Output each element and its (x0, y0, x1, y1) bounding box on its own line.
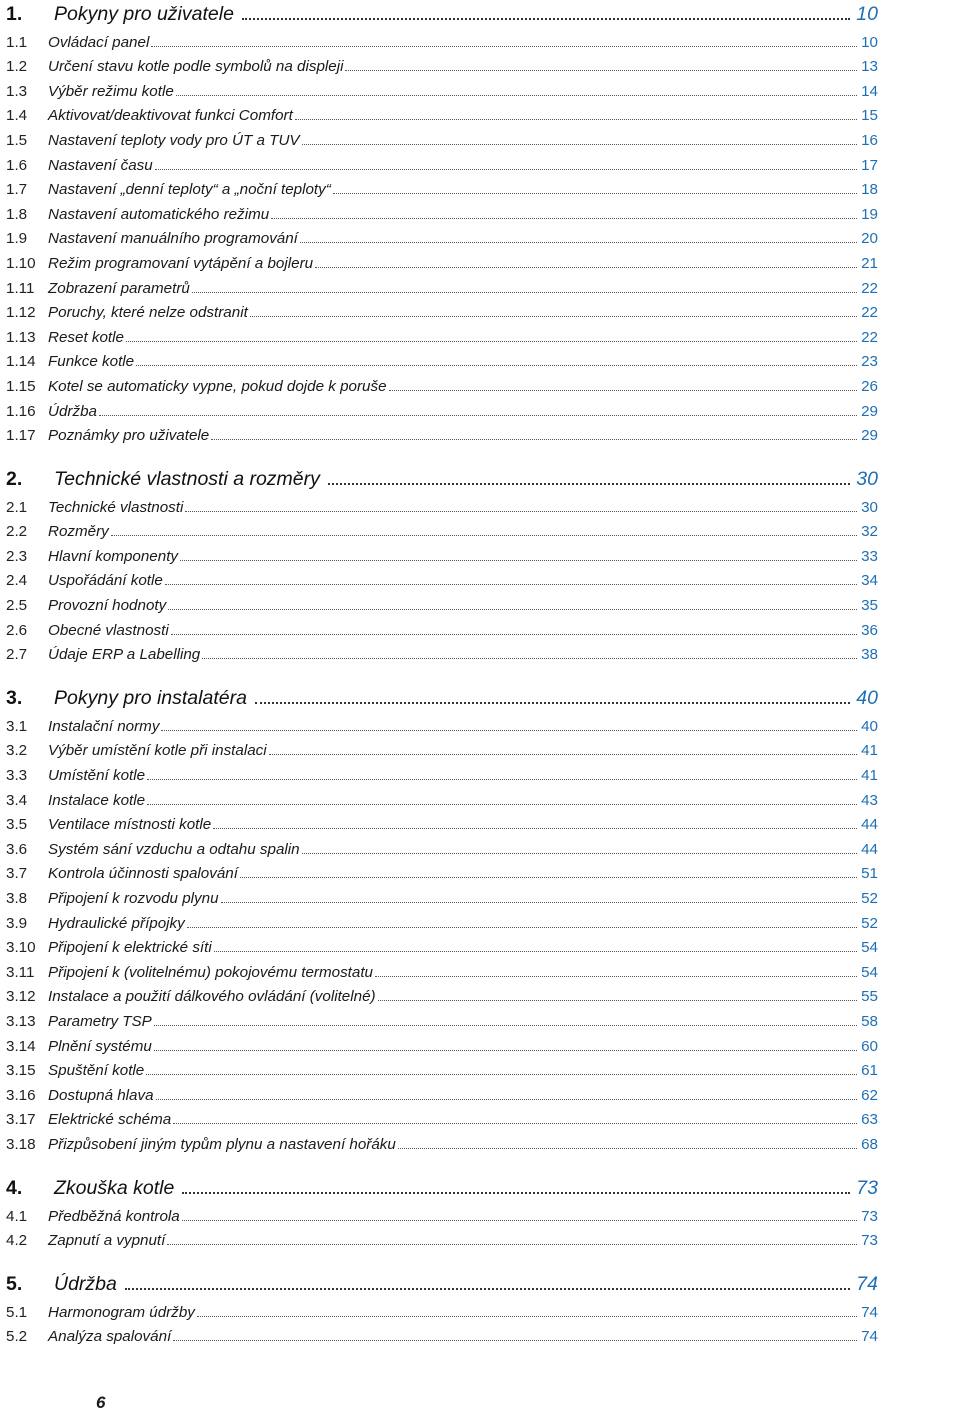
toc-entry[interactable] (6, 346, 878, 371)
toc-entry[interactable] (6, 516, 878, 541)
entry-title: Nastavení manuálního programování (48, 230, 298, 248)
toc-entry[interactable] (6, 540, 878, 565)
entry-number: 1.9 (6, 230, 28, 248)
entry-page-number: 52 (861, 890, 878, 907)
entry-title: Parametry TSP (48, 1012, 152, 1030)
section-page-number: 73 (856, 1176, 878, 1199)
dot-leader (136, 365, 857, 366)
dot-leader (180, 560, 857, 561)
entry-page-number: 60 (861, 1037, 878, 1055)
section-page-number: 30 (856, 468, 878, 491)
section-page-number: 10 (856, 3, 878, 25)
entry-number: 2.3 (6, 547, 28, 565)
entry-number: 3.9 (6, 914, 28, 932)
dot-leader (240, 877, 857, 878)
section-number: 4. (6, 1176, 23, 1199)
entry-number: 1.6 (6, 156, 28, 174)
entry-title: Technické vlastnosti (48, 498, 184, 516)
toc-entry[interactable] (6, 639, 878, 664)
entry-title: Určení stavu kotle podle symbolů na displeji (48, 58, 344, 76)
entry-title: Uspořádání kotle (48, 572, 163, 590)
entry-page-number: 22 (861, 279, 878, 297)
toc-entry[interactable] (6, 100, 878, 125)
dot-leader (154, 1025, 857, 1026)
entry-page-number: 30 (861, 498, 878, 516)
entry-title: Ovládací panel (48, 33, 150, 51)
dot-leader (111, 535, 857, 536)
dot-leader (333, 193, 857, 194)
entry-title: Režim programovaní vytápění a bojleru (48, 254, 314, 272)
entry-page-number: 54 (861, 963, 878, 981)
entry-number: 2.4 (6, 572, 28, 590)
section-number: 3. (6, 687, 23, 710)
toc-entry[interactable] (6, 491, 878, 516)
dot-leader (214, 951, 857, 952)
entry-number: 3.5 (6, 816, 28, 834)
toc-entry[interactable] (6, 710, 878, 735)
dot-leader (168, 609, 857, 610)
entry-number: 3.4 (6, 791, 28, 809)
dot-leader (173, 1340, 857, 1341)
entry-page-number: 58 (861, 1012, 878, 1030)
entry-page-number: 22 (861, 328, 878, 346)
entry-title: Připojení k (volitelnému) pokojovému termostatu (48, 963, 373, 981)
entry-number: 3.16 (6, 1086, 36, 1104)
entry-number: 3.12 (6, 988, 36, 1006)
entry-page-number: 73 (861, 1207, 878, 1225)
section-title: Údržba (54, 1273, 117, 1296)
toc-entry[interactable] (6, 735, 878, 760)
toc-entry[interactable] (6, 297, 878, 322)
dot-leader (154, 1050, 857, 1051)
entry-title: Výběr umístění kotle při instalaci (48, 742, 267, 760)
toc-entry[interactable] (6, 247, 878, 272)
toc-entry[interactable] (6, 1296, 878, 1321)
toc-entry[interactable] (6, 833, 878, 858)
entry-number: 3.2 (6, 742, 28, 760)
entry-title: Instalace kotle (48, 791, 146, 809)
entry-title: Zobrazení parametrů (48, 279, 190, 297)
toc-entry[interactable] (6, 981, 878, 1006)
toc-entry[interactable] (6, 809, 878, 834)
entry-number: 1.3 (6, 82, 28, 100)
toc-entry[interactable] (6, 51, 878, 76)
toc-entry[interactable] (6, 589, 878, 614)
dot-leader (146, 1074, 857, 1075)
dot-leader (315, 267, 857, 268)
toc-entry[interactable] (6, 26, 878, 51)
dot-leader (197, 1316, 857, 1317)
section-title: Zkouška kotle (54, 1176, 175, 1199)
dot-leader (147, 779, 857, 780)
toc-entry[interactable] (6, 882, 878, 907)
entry-page-number: 74 (861, 1303, 878, 1321)
dot-leader (147, 804, 857, 805)
toc-section-heading[interactable] (6, 669, 878, 710)
entry-number: 5.2 (6, 1328, 28, 1346)
section-page-number: 40 (856, 687, 878, 710)
entry-page-number: 10 (861, 33, 878, 51)
entry-number: 1.11 (6, 279, 35, 297)
page-number: 6 (96, 1393, 106, 1412)
entry-page-number: 44 (861, 840, 878, 858)
toc-entry[interactable] (6, 784, 878, 809)
entry-title: Zapnutí a vypnutí (48, 1232, 166, 1250)
toc-entry[interactable] (6, 370, 878, 395)
entry-page-number: 68 (861, 1135, 878, 1153)
entry-title: Elektrické schéma (48, 1111, 172, 1129)
entry-title: Analýza spalování (48, 1328, 172, 1346)
entry-page-number: 20 (861, 230, 878, 248)
entry-title: Spuštění kotle (48, 1062, 145, 1080)
entry-title: Instalační normy (48, 717, 160, 735)
entry-page-number: 61 (861, 1062, 878, 1080)
toc-section-heading[interactable] (6, 1255, 878, 1296)
dot-leader (125, 1288, 850, 1290)
entry-number: 1.14 (6, 353, 36, 371)
entry-page-number: 44 (861, 816, 878, 834)
section-number: 2. (6, 468, 23, 491)
entry-number: 3.18 (6, 1135, 36, 1153)
entry-page-number: 51 (861, 865, 878, 883)
toc-entry[interactable] (6, 223, 878, 248)
entry-page-number: 21 (861, 254, 878, 272)
entry-number: 1.4 (6, 107, 28, 125)
entry-title: Údaje ERP a Labelling (48, 646, 201, 664)
dot-leader (378, 1000, 857, 1001)
toc-entry[interactable] (6, 395, 878, 420)
entry-number: 3.7 (6, 865, 28, 883)
toc-entry[interactable] (6, 1200, 878, 1225)
entry-number: 1.12 (6, 304, 36, 322)
entry-title: Obecné vlastnosti (48, 621, 169, 639)
entry-page-number: 74 (861, 1328, 878, 1346)
dot-leader (155, 169, 857, 170)
dot-leader (389, 390, 857, 391)
dot-leader (242, 18, 850, 20)
entry-page-number: 19 (861, 205, 878, 223)
entry-number: 2.7 (6, 646, 28, 664)
toc-entry[interactable] (6, 759, 878, 784)
entry-number: 3.17 (6, 1111, 36, 1129)
entry-number: 3.14 (6, 1037, 36, 1055)
entry-number: 3.6 (6, 840, 28, 858)
toc-entry[interactable] (6, 858, 878, 883)
entry-page-number: 26 (861, 377, 878, 395)
toc-entry[interactable] (6, 1055, 878, 1080)
entry-page-number: 17 (861, 156, 878, 174)
entry-title: Umístění kotle (48, 767, 146, 785)
entry-page-number: 18 (861, 181, 878, 199)
entry-title: Aktivovat/deaktivovat funkci Comfort (48, 107, 293, 125)
toc-section-heading[interactable] (6, 0, 878, 26)
section-title: Pokyny pro uživatele (54, 3, 234, 25)
entry-number: 3.15 (6, 1062, 36, 1080)
entry-title: Kontrola účinnosti spalování (48, 865, 238, 883)
dot-leader (165, 584, 857, 585)
dot-leader (211, 439, 857, 440)
entry-title: Připojení k rozvodu plynu (48, 890, 219, 907)
entry-page-number: 54 (861, 939, 878, 957)
toc-entry[interactable] (6, 272, 878, 297)
toc-entry[interactable] (6, 1005, 878, 1030)
entry-page-number: 40 (861, 717, 878, 735)
entry-number: 3.13 (6, 1012, 36, 1030)
entry-number: 4.2 (6, 1232, 28, 1250)
table-of-contents (6, 0, 878, 1345)
entry-title: Předběžná kontrola (48, 1207, 180, 1225)
dot-leader (345, 70, 857, 71)
toc-entry[interactable] (6, 1104, 878, 1129)
entry-title: Hlavní komponenty (48, 547, 179, 565)
entry-page-number: 35 (861, 597, 878, 615)
entry-page-number: 23 (861, 353, 878, 371)
entry-page-number: 62 (861, 1086, 878, 1104)
entry-number: 1.13 (6, 328, 36, 346)
dot-leader (213, 828, 857, 829)
entry-page-number: 16 (861, 131, 878, 149)
entry-number: 3.10 (6, 939, 36, 957)
dot-leader (375, 976, 857, 977)
dot-leader (171, 634, 857, 635)
dot-leader (99, 415, 857, 416)
entry-number: 1.10 (6, 254, 36, 272)
entry-title: Údržba (48, 402, 97, 420)
entry-number: 2.6 (6, 621, 28, 639)
dot-leader (250, 316, 857, 317)
entry-page-number: 15 (861, 107, 878, 125)
toc-entry[interactable] (6, 956, 878, 981)
entry-number: 4.1 (6, 1207, 28, 1225)
toc-entry[interactable] (6, 932, 878, 957)
section-title: Pokyny pro instalatéra (54, 687, 247, 710)
toc-entry[interactable] (6, 565, 878, 590)
dot-leader (182, 1220, 857, 1221)
entry-title: Připojení k elektrické síti (48, 939, 212, 957)
entry-page-number: 29 (861, 427, 878, 445)
toc-section-heading[interactable] (6, 1159, 878, 1200)
dot-leader (187, 927, 857, 928)
entry-page-number: 34 (861, 572, 878, 590)
section-number: 1. (6, 3, 23, 25)
section-number: 5. (6, 1273, 23, 1296)
toc-entry[interactable] (6, 198, 878, 223)
entry-title: Poruchy, které nelze odstranit (48, 304, 248, 322)
entry-number: 5.1 (6, 1303, 28, 1321)
entry-page-number: 41 (861, 767, 878, 785)
entry-title: Reset kotle (48, 328, 124, 346)
entry-page-number: 29 (861, 402, 878, 420)
dot-leader (151, 46, 857, 47)
dot-leader (255, 702, 850, 704)
toc-entry[interactable] (6, 174, 878, 199)
toc-entry[interactable] (6, 321, 878, 346)
entry-title: Dostupná hlava (48, 1086, 154, 1104)
entry-title: Nastavení „denní teploty“ a „noční teploty“ (48, 181, 331, 199)
toc-entry[interactable] (6, 1128, 878, 1153)
dot-leader (221, 902, 857, 903)
dot-leader (269, 754, 857, 755)
entry-number: 1.15 (6, 377, 36, 395)
entry-number: 2.2 (6, 523, 28, 541)
dot-leader (302, 144, 857, 145)
dot-leader (300, 242, 857, 243)
toc-entry[interactable] (6, 614, 878, 639)
entry-title: Harmonogram údržby (48, 1303, 195, 1321)
dot-leader (192, 292, 857, 293)
entry-number: 2.5 (6, 597, 28, 615)
dot-leader (328, 483, 850, 485)
toc-entry[interactable] (6, 1079, 878, 1104)
dot-leader (156, 1099, 857, 1100)
toc-entry[interactable] (6, 1321, 878, 1346)
entry-title: Výběr režimu kotle (48, 82, 174, 100)
entry-title: Instalace a použití dálkového ovládání (volitelné) (48, 988, 376, 1006)
entry-page-number: 14 (861, 82, 878, 100)
section-title: Technické vlastnosti a rozměry (54, 468, 320, 491)
entry-title: Ventilace místnosti kotle (48, 816, 212, 834)
toc-section-heading[interactable] (6, 450, 878, 491)
dot-leader (295, 119, 857, 120)
toc-entry[interactable] (6, 1030, 878, 1055)
toc-entry[interactable] (6, 907, 878, 932)
entry-title: Systém sání vzduchu a odtahu spalin (48, 840, 300, 858)
entry-number: 1.5 (6, 131, 28, 149)
entry-title: Rozměry (48, 523, 109, 541)
toc-entry[interactable] (6, 75, 878, 100)
entry-title: Nastavení teploty vody pro ÚT a TUV (48, 131, 300, 149)
section-page-number: 74 (856, 1273, 878, 1296)
dot-leader (202, 658, 857, 659)
entry-title: Nastavení času (48, 156, 153, 174)
entry-page-number: 55 (861, 988, 878, 1006)
toc-entry[interactable] (6, 1225, 878, 1250)
entry-number: 1.17 (6, 427, 36, 445)
entry-number: 1.8 (6, 205, 28, 223)
entry-page-number: 41 (861, 742, 878, 760)
dot-leader (167, 1244, 857, 1245)
dot-leader (185, 511, 857, 512)
entry-page-number: 63 (861, 1111, 878, 1129)
entry-number: 2.1 (6, 498, 28, 516)
entry-title: Přizpůsobení jiným typům plynu a nastavení hořáku (48, 1135, 396, 1153)
toc-entry[interactable] (6, 124, 878, 149)
entry-title: Provozní hodnoty (48, 597, 167, 615)
entry-title: Funkce kotle (48, 353, 135, 371)
entry-page-number: 13 (861, 58, 878, 76)
entry-number: 1.16 (6, 402, 36, 420)
toc-entry[interactable] (6, 149, 878, 174)
entry-number: 3.1 (6, 717, 28, 735)
dot-leader (182, 1192, 850, 1194)
entry-number: 3.11 (6, 963, 35, 981)
entry-page-number: 22 (861, 304, 878, 322)
dot-leader (126, 341, 857, 342)
entry-title: Poznámky pro uživatele (48, 427, 210, 445)
dot-leader (173, 1123, 857, 1124)
dot-leader (176, 95, 857, 96)
dot-leader (271, 218, 857, 219)
dot-leader (302, 853, 857, 854)
dot-leader (398, 1148, 857, 1149)
entry-title: Kotel se automaticky vypne, pokud dojde k poruše (48, 377, 387, 395)
entry-page-number: 38 (861, 646, 878, 664)
entry-title: Hydraulické přípojky (48, 914, 185, 932)
entry-page-number: 52 (861, 914, 878, 932)
entry-number: 3.3 (6, 767, 28, 785)
entry-title: Plnění systému (48, 1037, 152, 1055)
toc-entry[interactable] (6, 420, 878, 445)
entry-number: 1.2 (6, 58, 28, 76)
entry-number: 1.7 (6, 181, 28, 199)
entry-number: 1.1 (6, 33, 28, 51)
entry-page-number: 73 (861, 1232, 878, 1250)
entry-number: 3.8 (6, 890, 28, 907)
entry-page-number: 36 (861, 621, 878, 639)
entry-page-number: 43 (861, 791, 878, 809)
dot-leader (161, 730, 857, 731)
entry-page-number: 32 (861, 523, 878, 541)
entry-title: Nastavení automatického režimu (48, 205, 270, 223)
entry-page-number: 33 (861, 547, 878, 565)
